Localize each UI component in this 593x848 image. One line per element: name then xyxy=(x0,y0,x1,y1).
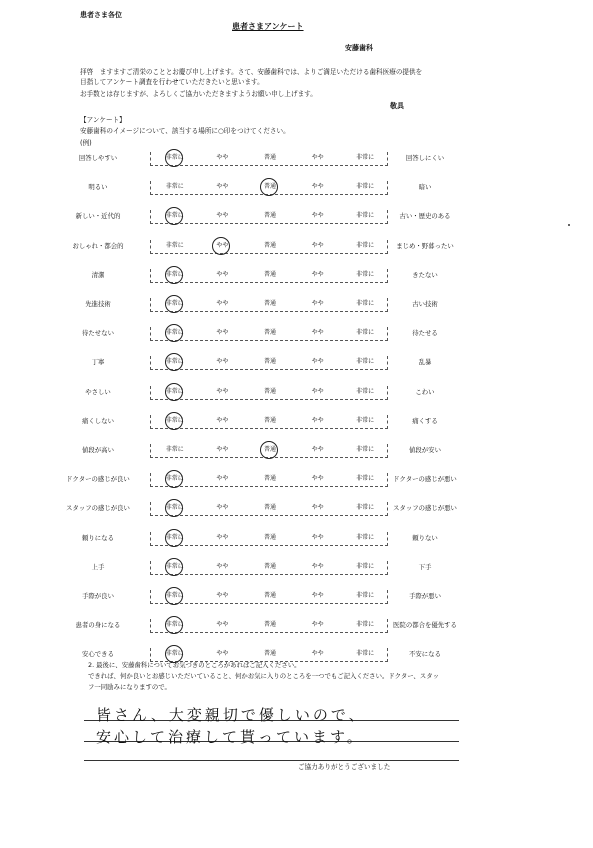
scale-option[interactable]: やや xyxy=(311,650,324,658)
scale-option[interactable]: 非常に xyxy=(356,592,375,599)
scale-option[interactable]: 非常に xyxy=(165,533,184,541)
rating-scale xyxy=(150,298,388,312)
scale-option[interactable]: 非常に xyxy=(165,562,184,570)
scale-option[interactable]: やや xyxy=(311,358,324,366)
scale-option[interactable]: やや xyxy=(216,241,229,249)
scale-option[interactable]: 普通 xyxy=(263,241,276,249)
scale-option[interactable]: 非常に xyxy=(165,212,184,220)
scale-option[interactable]: やや xyxy=(216,504,229,512)
scale-option[interactable]: やや xyxy=(216,416,229,424)
scale-option[interactable]: 非常に xyxy=(165,416,184,424)
scale-option[interactable]: 普通 xyxy=(263,154,276,161)
scale-option[interactable]: 普通 xyxy=(263,329,276,337)
scale-option[interactable]: 普通 xyxy=(263,358,276,366)
row-left-label: 待たせない xyxy=(82,329,114,338)
scale-option[interactable]: 非常に xyxy=(165,358,184,366)
scale-option[interactable]: やや xyxy=(311,270,324,278)
scale-option[interactable]: 普通 xyxy=(263,533,276,541)
scale-option[interactable]: 非常に xyxy=(165,329,184,337)
rating-scale xyxy=(150,210,388,224)
scale-option[interactable]: 非常に xyxy=(356,475,375,483)
page-title: 患者さまアンケート xyxy=(232,22,304,31)
rating-scale xyxy=(150,356,388,370)
rating-scale xyxy=(150,240,388,254)
scale-option[interactable]: 普通 xyxy=(263,562,276,570)
scale-option[interactable]: やや xyxy=(311,241,324,249)
scale-option[interactable]: やや xyxy=(311,562,324,570)
greeting-line-2: 目指してアンケート調査を行わせていただきたいと思います。 xyxy=(80,78,264,86)
row-right-label: 古い・歴史のある xyxy=(399,212,451,221)
row-left-label: 安心できる xyxy=(82,650,114,659)
scale-option[interactable]: やや xyxy=(311,621,324,629)
row-left-label: 手際が良い xyxy=(82,592,114,600)
scale-option[interactable]: やや xyxy=(311,300,324,307)
rating-scale xyxy=(150,619,388,633)
rating-scale xyxy=(150,415,388,429)
selected-circle-mark xyxy=(165,616,183,634)
scale-option[interactable]: やや xyxy=(311,475,324,483)
row-right-label: 医院の都合を優先する xyxy=(393,621,457,630)
scale-option[interactable]: 非常に xyxy=(356,650,375,658)
scale-option[interactable]: やや xyxy=(216,154,229,161)
row-left-label: 値段が高い xyxy=(82,446,114,454)
scale-option[interactable]: 非常に xyxy=(356,154,375,161)
row-left-label: 上手 xyxy=(91,562,105,571)
row-right-label: 下手 xyxy=(418,562,432,571)
scale-option[interactable]: 普通 xyxy=(263,475,276,483)
selected-circle-mark xyxy=(165,558,183,576)
rating-scale xyxy=(150,152,388,166)
question-2-line-3: フ一同励みになりますので。 xyxy=(88,683,171,691)
row-left-label: スタッフの感じが良い xyxy=(66,504,130,513)
selected-circle-mark xyxy=(165,587,183,605)
scale-option[interactable]: やや xyxy=(216,592,229,599)
row-right-label: 頼りない xyxy=(412,533,438,542)
rating-scale xyxy=(150,473,388,487)
scale-option[interactable]: 普通 xyxy=(263,592,276,599)
row-right-label: 痛くする xyxy=(412,416,438,425)
scale-option[interactable]: 普通 xyxy=(263,387,276,395)
scale-option[interactable]: 普通 xyxy=(263,416,276,424)
row-left-label: 患者の身になる xyxy=(75,621,121,630)
scale-option[interactable]: 普通 xyxy=(263,650,276,658)
scale-option[interactable]: 非常に xyxy=(165,270,184,278)
row-right-label: こわい xyxy=(415,387,435,396)
row-right-label: 不安になる xyxy=(409,650,441,659)
row-right-label: 暗い xyxy=(418,183,432,192)
scale-option[interactable]: 非常に xyxy=(356,241,375,249)
scale-option[interactable]: 非常に xyxy=(356,621,375,629)
scale-option[interactable]: やや xyxy=(311,533,324,541)
row-right-label: まじめ・野暮ったい xyxy=(396,241,454,250)
row-left-label: ドクターの感じが良い xyxy=(66,475,130,484)
scale-option[interactable]: 非常に xyxy=(356,212,375,220)
scale-option[interactable]: 普通 xyxy=(263,183,276,191)
selected-circle-mark xyxy=(165,266,183,284)
row-left-label: 回答しやすい xyxy=(78,154,118,162)
scale-option[interactable]: 普通 xyxy=(263,212,276,220)
handwritten-answer-line-1: 皆さん、大変親切で優しいので、 xyxy=(96,706,367,724)
scale-option[interactable]: 非常に xyxy=(356,387,375,395)
scale-option[interactable]: 非常に xyxy=(165,475,184,483)
answer-line-3 xyxy=(84,760,459,761)
scale-option[interactable]: 非常に xyxy=(356,416,375,424)
scale-option[interactable]: 普通 xyxy=(263,504,276,512)
row-left-label: 丁寧 xyxy=(91,358,105,367)
scale-option[interactable]: やや xyxy=(216,329,229,337)
row-left-label: おしゃれ・都会的 xyxy=(72,241,124,250)
scale-option[interactable]: 非常に xyxy=(165,241,184,249)
selected-circle-mark xyxy=(212,237,230,255)
row-left-label: 明るい xyxy=(88,183,108,192)
scale-option[interactable]: 非常に xyxy=(356,270,375,278)
scale-option[interactable]: 非常に xyxy=(356,358,375,366)
row-right-label: 乱暴 xyxy=(418,358,432,367)
selected-circle-mark xyxy=(165,470,183,488)
scale-option[interactable]: やや xyxy=(216,183,229,191)
row-right-label: 古い技術 xyxy=(412,300,438,308)
row-left-label: やさしい xyxy=(85,387,111,396)
scale-option[interactable]: やや xyxy=(311,416,324,424)
scale-option[interactable]: 非常に xyxy=(165,504,184,512)
row-left-label: 頼りになる xyxy=(82,533,114,542)
selected-circle-mark xyxy=(165,324,183,342)
scale-option[interactable]: 非常に xyxy=(165,387,184,395)
question-2-line-1: 2. 最後に、安藤歯科についてお気づきのところがあればご記入ください。 xyxy=(88,661,301,669)
selected-circle-mark xyxy=(165,412,183,430)
selected-circle-mark xyxy=(260,441,278,459)
question-1-instructions: 安藤歯科のイメージについて、該当する場所に○印をつけてください。 xyxy=(80,127,290,135)
row-left-label: 先進技術 xyxy=(85,300,111,308)
clinic-name: 安藤歯科 xyxy=(345,44,373,52)
greeting-line-3: お手数とは存じますが、よろしくご協力いただきますようお願い申し上げます。 xyxy=(80,90,317,98)
greeting-line-1: 拝啓 ますますご清栄のこととお慶び申し上げます。さて、安藤歯科では、よりご満足いただける歯科医療の提供を xyxy=(80,68,423,76)
scale-option[interactable]: やや xyxy=(311,212,324,220)
rating-scale xyxy=(150,561,388,575)
selected-circle-mark xyxy=(165,295,183,313)
scale-option[interactable]: 非常に xyxy=(356,533,375,541)
row-left-label: 清潔 xyxy=(91,270,105,279)
row-right-label: 値段が安い xyxy=(409,446,441,454)
scale-option[interactable]: 非常に xyxy=(165,650,184,658)
scale-option[interactable]: やや xyxy=(311,387,324,395)
scale-option[interactable]: 非常に xyxy=(356,300,375,307)
handwritten-answer-line-2: 安心して治療して貰っています。 xyxy=(96,728,365,746)
row-right-label: 回答しにくい xyxy=(405,154,445,162)
scale-option[interactable]: 普通 xyxy=(263,300,276,307)
row-right-label: きたない xyxy=(412,270,438,279)
scale-option[interactable]: 非常に xyxy=(165,592,184,599)
scale-option[interactable]: 非常に xyxy=(165,183,184,191)
scale-option[interactable]: 非常に xyxy=(165,154,184,161)
scale-option[interactable]: 非常に xyxy=(356,562,375,570)
row-right-label: スタッフの感じが悪い xyxy=(393,504,457,513)
rating-scale xyxy=(150,269,388,283)
example-label: (例) xyxy=(80,139,92,147)
scale-option[interactable]: やや xyxy=(216,300,229,307)
scan-speck xyxy=(568,224,570,226)
section-heading: 【アンケート】 xyxy=(80,116,126,124)
scale-option[interactable]: 非常に xyxy=(165,621,184,629)
selected-circle-mark xyxy=(165,383,183,401)
rating-scale xyxy=(150,327,388,341)
row-left-label: 痛くしない xyxy=(82,416,114,425)
rating-scale xyxy=(150,502,388,516)
scale-option[interactable]: 普通 xyxy=(263,446,276,453)
question-2-line-2: できれば、何か良いとお感じいただいていること、何かお気に入りのところを一つでもご記入ください。ドクター、スタッ xyxy=(88,672,439,680)
scale-option[interactable]: 非常に xyxy=(356,329,375,337)
scale-option[interactable]: やや xyxy=(311,592,324,599)
scale-option[interactable]: やや xyxy=(311,154,324,161)
scale-option[interactable]: 非常に xyxy=(356,183,375,191)
selected-circle-mark xyxy=(165,529,183,547)
scale-option[interactable]: 非常に xyxy=(356,446,375,453)
scale-option[interactable]: 非常に xyxy=(165,446,184,453)
selected-circle-mark xyxy=(165,149,183,167)
scale-option[interactable]: 普通 xyxy=(263,270,276,278)
scale-option[interactable]: やや xyxy=(311,183,324,191)
row-left-label: 新しい・近代的 xyxy=(75,212,121,221)
scale-option[interactable]: やや xyxy=(216,446,229,453)
scale-option[interactable]: やや xyxy=(216,212,229,220)
rating-scale xyxy=(150,590,388,604)
scale-option[interactable]: やや xyxy=(216,650,229,658)
row-right-label: ドクターの感じが悪い xyxy=(393,475,457,484)
scale-option[interactable]: やや xyxy=(311,446,324,453)
scale-option[interactable]: 非常に xyxy=(165,300,184,307)
addressee: 患者さま各位 xyxy=(80,11,122,19)
rating-scale xyxy=(150,386,388,400)
rating-scale xyxy=(150,532,388,546)
closing: 敬具 xyxy=(390,102,404,110)
scale-option[interactable]: 普通 xyxy=(263,621,276,629)
scale-option[interactable]: やや xyxy=(216,475,229,483)
scale-option[interactable]: やや xyxy=(216,270,229,278)
row-right-label: 手際が悪い xyxy=(409,592,441,600)
scale-option[interactable]: やや xyxy=(311,329,324,337)
scale-option[interactable]: やや xyxy=(216,358,229,366)
scale-option[interactable]: やや xyxy=(216,621,229,629)
scale-option[interactable]: やや xyxy=(216,562,229,570)
thanks-message: ご協力ありがとうございました xyxy=(298,763,391,771)
scale-option[interactable]: やや xyxy=(311,504,324,512)
scale-option[interactable]: やや xyxy=(216,533,229,541)
scale-option[interactable]: やや xyxy=(216,387,229,395)
row-right-label: 待たせる xyxy=(412,329,438,338)
scale-option[interactable]: 非常に xyxy=(356,504,375,512)
